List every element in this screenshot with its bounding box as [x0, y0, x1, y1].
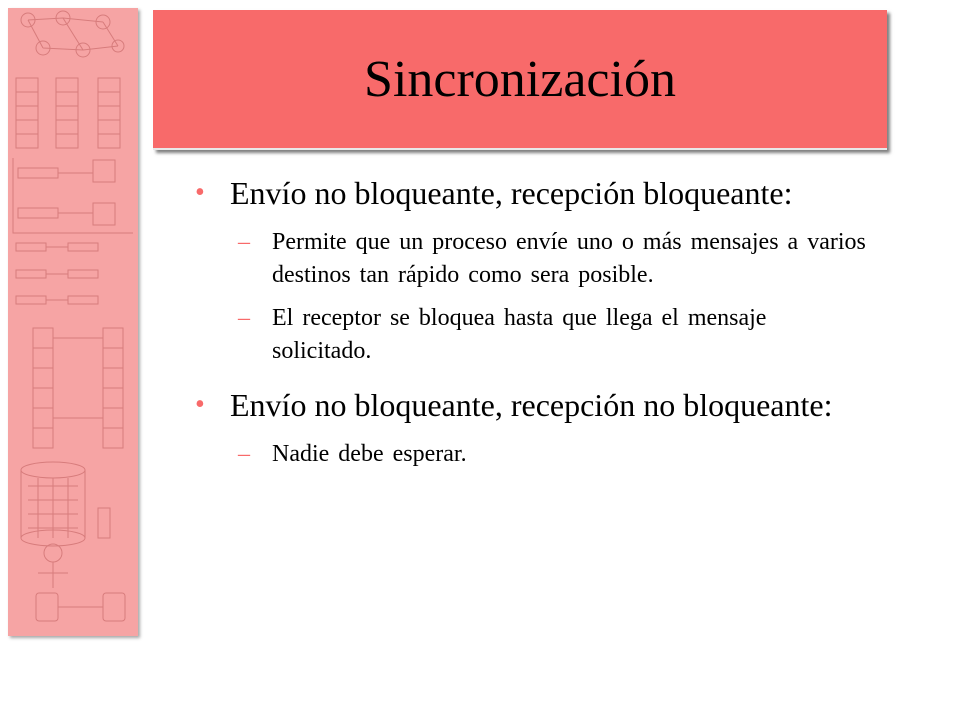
faded-diagram-illustration [8, 8, 138, 636]
bullet-text: Envío no bloqueante, recepción bloqueante: [230, 175, 793, 211]
sub-bullet-text: Nadie debe esperar. [272, 441, 467, 467]
sidebar-diagram-strip [8, 8, 138, 636]
dash-icon: – [238, 305, 250, 331]
bullet-text: Envío no bloqueante, recepción no bloqueante: [230, 387, 833, 423]
sub-bullet-text: Permite que un proceso envíe uno o más mensajes a varios destinos tan rápido como sera posible. [272, 229, 866, 288]
sub-bullet-item [190, 438, 870, 471]
sub-bullet-item [190, 302, 870, 368]
bullet-item [190, 386, 870, 424]
sub-bullet-text: El receptor se bloquea hasta que llega el mensaje solicitado. [272, 305, 767, 364]
bullet-list [190, 174, 870, 481]
sub-bullet-item [190, 226, 870, 292]
title-banner [153, 10, 887, 150]
dash-icon: – [238, 229, 250, 255]
bullet-item [190, 174, 870, 212]
slide-title: Sincronización [364, 51, 676, 108]
dash-icon: – [238, 441, 250, 467]
bullet-dot-icon: • [195, 389, 205, 420]
bullet-dot-icon: • [195, 177, 205, 208]
